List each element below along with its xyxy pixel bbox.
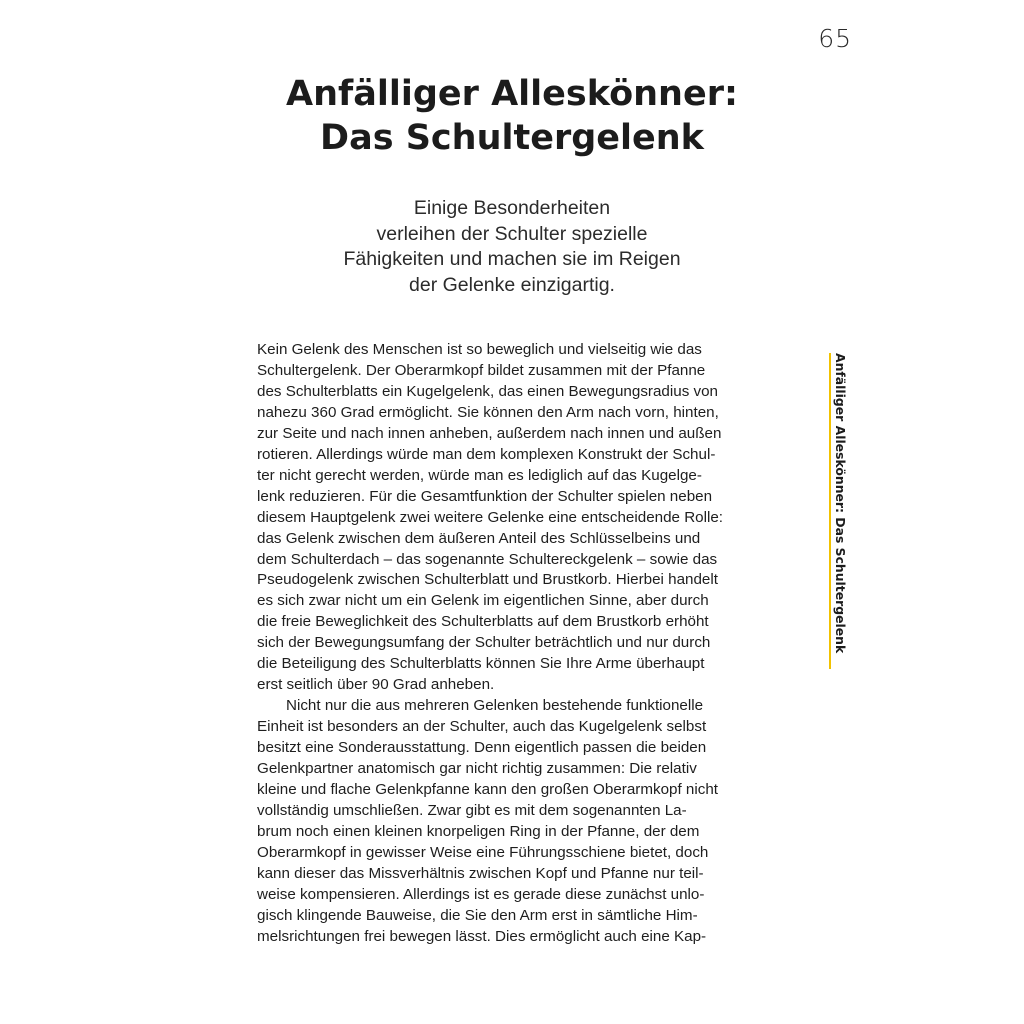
body-line: erst seitlich über 90 Grad anheben. xyxy=(257,676,495,694)
body-line: nahezu 360 Grad ermöglicht. Sie können den Arm nach vorn, hinten, xyxy=(257,403,719,421)
page-number: 65 xyxy=(818,24,852,53)
chapter-title-line-1: Anfälliger Alleskönner: xyxy=(286,74,738,114)
body-line: ter nicht gerecht werden, würde man es lediglich auf das Kugelge- xyxy=(257,466,702,484)
body-line: Pseudogelenk zwischen Schulterblatt und Brustkorb. Hierbei handelt xyxy=(257,571,718,589)
running-head-text: Anfälliger Alleskönner: Das Schultergelenk xyxy=(833,353,848,654)
body-line: Kein Gelenk des Menschen ist so beweglich und vielseitig wie das xyxy=(257,341,702,358)
body-line: diesem Hauptgelenk zwei weitere Gelenke eine entscheidende Rolle: xyxy=(257,508,724,526)
body-line: lenk reduzieren. Für die Gesamtfunktion der Schulter spielen neben xyxy=(257,487,713,505)
chapter-title xyxy=(200,72,824,160)
body-line: die Beteiligung des Schulterblatts können Sie Ihre Arme überhaupt xyxy=(257,655,705,673)
running-head xyxy=(829,353,849,669)
body-line: kann dieser das Missverhältnis zwischen Kopf und Pfanne nur teil- xyxy=(257,864,704,882)
body-line: die freie Beweglichkeit des Schulterblatts auf dem Brustkorb erhöht xyxy=(257,613,709,631)
body-text xyxy=(257,340,797,948)
body-line: sich der Bewegungsumfang der Schulter beträchtlich und nur durch xyxy=(257,634,711,652)
body-line: weise kompensieren. Allerdings ist es gerade diese zunächst unlo- xyxy=(257,885,705,903)
body-line: brum noch einen kleinen knorpeligen Ring in der Pfanne, der dem xyxy=(257,822,700,840)
body-line: es sich zwar nicht um ein Gelenk im eigentlichen Sinne, aber durch xyxy=(257,592,709,610)
body-line: Nicht nur die aus mehreren Gelenken bestehende funktionelle xyxy=(286,697,704,715)
body-line: Schultergelenk. Der Oberarmkopf bildet zusammen mit der Pfanne xyxy=(257,361,706,379)
intro-line: der Gelenke einzigartig. xyxy=(409,273,615,296)
intro-line: verleihen der Schulter spezielle xyxy=(376,222,648,245)
body-line: gisch klingende Bauweise, die Sie den Arm erst in sämtliche Him- xyxy=(257,906,698,924)
body-line: rotieren. Allerdings würde man dem komplexen Konstrukt der Schul- xyxy=(257,445,716,463)
intro-paragraph xyxy=(262,196,762,298)
body-line: des Schulterblatts ein Kugelgelenk, das einen Bewegungsradius von xyxy=(257,382,718,400)
body-line: besitzt eine Sonderausstattung. Denn eigentlich passen die beiden xyxy=(257,739,707,757)
body-line: melsrichtungen frei bewegen lässt. Dies ermöglicht auch eine Kap- xyxy=(257,927,707,945)
body-line: vollständig umschließen. Zwar gibt es mit dem sogenannten La- xyxy=(257,801,687,819)
body-line: das Gelenk zwischen dem äußeren Anteil des Schlüsselbeins und xyxy=(257,529,701,547)
body-line: zur Seite und nach innen anheben, außerdem nach innen und außen xyxy=(257,424,722,442)
body-line: dem Schulterdach – das sogenannte Schultereckgelenk – sowie das xyxy=(257,550,718,568)
body-line: Einheit ist besonders an der Schulter, auch das Kugelgelenk selbst xyxy=(257,718,707,736)
body-line: kleine und flache Gelenkpfanne kann den großen Oberarmkopf nicht xyxy=(257,781,718,799)
body-line: Gelenkpartner anatomisch gar nicht richtig zusammen: Die relativ xyxy=(257,760,697,778)
chapter-title-line-2: Das Schultergelenk xyxy=(320,118,704,158)
intro-line: Einige Besonderheiten xyxy=(413,197,611,219)
intro-line: Fähigkeiten und machen sie im Reigen xyxy=(343,248,681,270)
body-line: Oberarmkopf in gewisser Weise eine Führungsschiene bietet, doch xyxy=(257,843,709,861)
running-head-rule xyxy=(829,353,831,669)
